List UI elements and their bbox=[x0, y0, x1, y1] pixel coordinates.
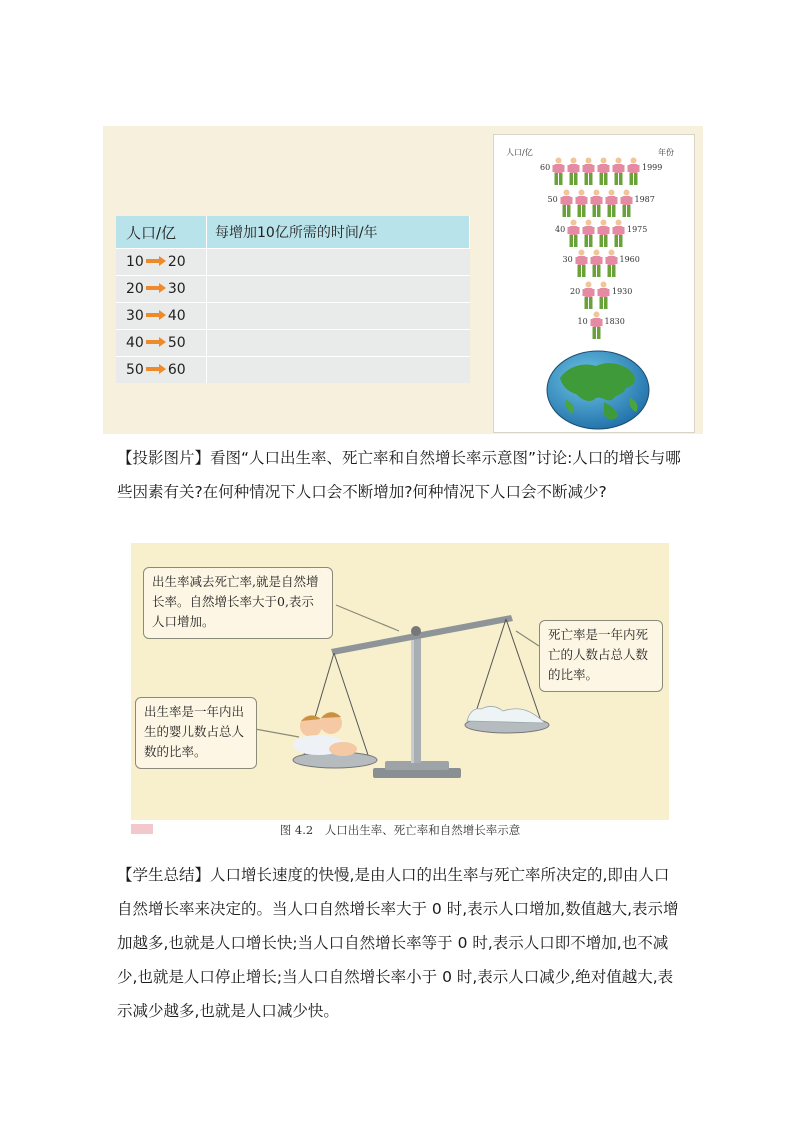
globe-icon bbox=[546, 350, 650, 430]
range-to: 20 bbox=[167, 254, 186, 270]
pictogram-population-value: 50 bbox=[547, 195, 558, 204]
person-icon bbox=[597, 219, 610, 249]
person-icon bbox=[575, 249, 588, 279]
column-header-population: 人口/亿 bbox=[116, 216, 207, 249]
pictogram-row bbox=[560, 189, 633, 219]
person-icon bbox=[590, 311, 603, 341]
pictogram-row bbox=[590, 311, 603, 341]
pictogram-year-value: 1930 bbox=[612, 287, 633, 296]
range-from: 20 bbox=[126, 281, 144, 297]
person-icon bbox=[597, 157, 610, 187]
pictogram-row bbox=[552, 157, 640, 187]
person-icon bbox=[605, 249, 618, 279]
person-icon bbox=[597, 281, 610, 311]
person-icon bbox=[590, 249, 603, 279]
person-icon bbox=[612, 157, 625, 187]
column-header-time: 每增加10亿所需的时间/年 bbox=[207, 216, 470, 249]
paragraph-tag: 【投影图片】 bbox=[117, 449, 211, 467]
callout-death-rate: 死亡率是一年内死亡的人数占总人数的比率。 bbox=[539, 620, 663, 692]
range-to: 30 bbox=[167, 281, 186, 297]
pictogram-year-label: 年份 bbox=[658, 148, 674, 157]
person-icon bbox=[620, 189, 633, 219]
person-icon bbox=[582, 281, 595, 311]
population-range-cell bbox=[116, 249, 207, 276]
time-cell bbox=[207, 249, 470, 276]
arrow-right-icon bbox=[146, 364, 166, 374]
pictogram-population-value: 60 bbox=[540, 163, 551, 172]
figure-caption: 图 4.2 人口出生率、死亡率和自然增长率示意 bbox=[279, 823, 521, 837]
person-icon bbox=[612, 219, 625, 249]
table-row bbox=[116, 357, 470, 384]
pictogram-population-value: 10 bbox=[577, 317, 588, 326]
range-from: 40 bbox=[126, 335, 144, 351]
pictogram-population-value: 40 bbox=[555, 225, 566, 234]
birth-death-rate-figure bbox=[131, 543, 669, 820]
person-icon bbox=[567, 157, 580, 187]
table-row bbox=[116, 276, 470, 303]
range-to: 50 bbox=[167, 335, 186, 351]
population-figure bbox=[103, 126, 703, 434]
pictogram-year-value: 1987 bbox=[634, 195, 655, 204]
pictogram-year-value: 1960 bbox=[619, 255, 640, 264]
projection-paragraph bbox=[117, 441, 682, 509]
time-cell bbox=[207, 276, 470, 303]
pictogram-row bbox=[575, 249, 618, 279]
person-icon bbox=[560, 189, 573, 219]
person-icon bbox=[605, 189, 618, 219]
callout-birth-rate: 出生率是一年内出生的婴儿数占总人数的比率。 bbox=[135, 697, 257, 769]
summary-paragraph bbox=[117, 858, 682, 1028]
population-range-cell bbox=[116, 303, 207, 330]
pictogram-year-value: 1999 bbox=[642, 163, 663, 172]
arrow-right-icon bbox=[146, 337, 166, 347]
person-icon bbox=[590, 189, 603, 219]
table-header-row bbox=[116, 216, 470, 249]
pictogram-population-value: 30 bbox=[562, 255, 573, 264]
range-from: 50 bbox=[126, 362, 144, 378]
pictogram-row bbox=[567, 219, 625, 249]
callout-natural-growth-rate: 出生率减去死亡率,就是自然增长率。自然增长率大于0,表示人口增加。 bbox=[143, 567, 333, 639]
paragraph-text: 看图“人口出生率、死亡率和自然增长率示意图”讨论:人口的增长与哪些因素有关?在何种情况下人口会不断增加?何种情况下人口会不断减少? bbox=[117, 449, 681, 501]
arrow-right-icon bbox=[146, 310, 166, 320]
paragraph-tag: 【学生总结】 bbox=[117, 866, 211, 884]
person-icon bbox=[582, 219, 595, 249]
table-row bbox=[116, 303, 470, 330]
paragraph-text: 人口增长速度的快慢,是由人口的出生率与死亡率所决定的,即由人口自然增长率来决定的。当人口自然增长率大于 0 时,表示人口增加,数值越大,表示增加越多,也就是人口增长快;当人口自然增长率等于 0 时,表示人口即不增加,也不减少,也就是人口停止增长;当人口自然增长率小于 0 时,表示人口减少,绝对值越大,表示减少越多,也就是人口减少快。 bbox=[117, 866, 679, 1020]
population-range-cell bbox=[116, 276, 207, 303]
population-pictogram bbox=[493, 134, 695, 433]
time-cell bbox=[207, 330, 470, 357]
arrow-right-icon bbox=[146, 256, 166, 266]
person-icon bbox=[575, 189, 588, 219]
table-row bbox=[116, 330, 470, 357]
time-cell bbox=[207, 357, 470, 384]
pictogram-year-value: 1975 bbox=[627, 225, 648, 234]
person-icon bbox=[552, 157, 565, 187]
time-cell bbox=[207, 303, 470, 330]
population-range-cell bbox=[116, 330, 207, 357]
person-icon bbox=[627, 157, 640, 187]
range-to: 40 bbox=[167, 308, 186, 324]
pictogram-year-value: 1830 bbox=[604, 317, 625, 326]
population-growth-table bbox=[116, 216, 470, 383]
person-icon bbox=[582, 157, 595, 187]
person-icon bbox=[567, 219, 580, 249]
pictogram-row bbox=[582, 281, 610, 311]
arrow-right-icon bbox=[146, 283, 166, 293]
pictogram-population-value: 20 bbox=[570, 287, 581, 296]
range-from: 30 bbox=[126, 308, 144, 324]
population-range-cell bbox=[116, 357, 207, 384]
range-to: 60 bbox=[167, 362, 186, 378]
table-row bbox=[116, 249, 470, 276]
range-from: 10 bbox=[126, 254, 144, 270]
pictogram-axis-label: 人口/亿 bbox=[506, 148, 533, 157]
